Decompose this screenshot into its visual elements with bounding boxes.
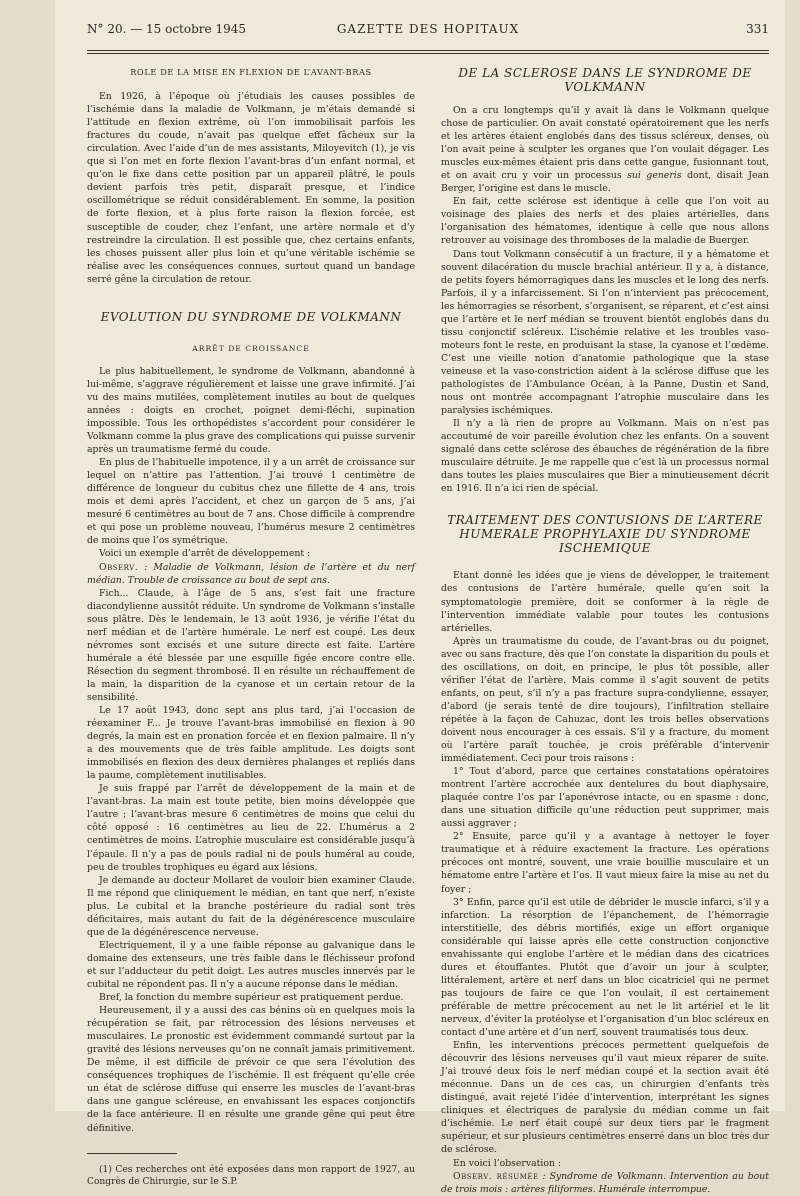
paragraph-text: dont, disait Jean Berger, l’origine est dans le muscle. [441,170,769,195]
left-column [87,66,415,1188]
footnote: (1) Ces recherches ont été exposées dans mon rapport de 1927, au Congrès de Chirurgie, sur le S.P. [87,1164,415,1187]
right-column [441,66,769,1196]
paragraph-text: On a cru longtemps qu’il y avait là dans le Volkmann quelque chose de particulier. On avait constaté opératoirement que les nerfs et les artères étaient englobés dans des tissus scléreux, denses, où l’on avait peine à sculpter les organes que l’on voulait dégager. Les muscles eux-mêmes étaient pris dans cette gangue, fusionnant tout, et on avait cru y voir un processus [441,105,769,182]
observation-title: : Maladie de Volkmann, lésion de l’artère et du nerf médian. Trouble de croissance au bout de sept ans. [87,561,415,586]
observation-label: Observ. [99,561,139,573]
paragraph: En fait, cette sclérose est identique à celle que l’on voit au voisinage des plaies des nerfs et des plaies artérielles, dans l’organisation des hématomes, identique à celle que nous allons retrouver au voisinage des thromboses de la maladie de Buerger. [441,196,769,247]
paragraph: 2° Ensuite, parce qu’il y a avantage à nettoyer le foyer traumatique et à réduire exactement la fracture. Les opérations précoces ont montré, souvent, une vraie bouillie musculaire et un hématome entre l’artère et l’os. Il vaut mieux faire la mise au net du foyer ; [441,831,769,895]
page-header [87,22,769,44]
section-heading: EVOLUTION DU SYNDROME DE VOLKMANN [100,309,402,324]
observation-heading [87,561,415,587]
paragraph: Etant donné les idées que je viens de développer, le traitement des contusions de l’artère humérale, quelle qu’en soit la symptomatologie première, doit se conformer à la règle de l’intervention immédiate valable pour toutes les contusions artérielles. [441,570,769,634]
section-heading: DE LA SCLEROSE DANS LE SYNDROME DE VOLKMANN [458,66,752,94]
paragraph [441,104,769,195]
journal-title: GAZETTE DES HOPITAUX [336,22,520,36]
header-rule-2 [87,53,769,54]
paragraph: Le plus habituellement, le syndrome de Volkmann, abandonné à lui-même, s’aggrave régulièrement et laisse une grave infirmité. J’ai vu des mains mutilées, complètement inutiles au bout de quelques années : doigts en crochet, poignet demi-fléchi, supination impossible. Tous les orthopédistes s’accordent pour considérer le Volkmann comme la plus grave des complications qui puisse survenir après un traumatisme fermé du coude. [87,365,415,456]
section-heading: ROLE DE LA MISE EN FLEXION DE L’AVANT-BRAS [130,67,372,77]
paragraph: En 1926, à l’époque où j’étudiais les causes possibles de l’ischémie dans la maladie de Volkmann, je m’étais demandé si l’attitude en flexion extrême, où l’on immobilisait parfois les fractures du coude, n’avait pas quelque effet fâcheux sur la circulation. Avec l’aide d’un de mes assistants, Miloyevitch (1), je vis que si l’on met en forte flexion l’avant-bras d’un enfant normal, et qu’on le fixe dans cette position par un appareil plâtré, le pouls devient parfois très petit, disparaît presque, et l’indice oscillométrique se réduit considérablement. En somme, la position de forte flexion, et à plus forte raison la flexion forcée, est susceptible de couder, chez l’enfant, une artère normale et d’y restreindre la circulation. Il est possible que, chez certains enfants, les choses puissent aller plus loin et qu’une véritable ischémie se réalise avec les conséquences connues, surtout quand un bandage serré gêne la circulation de retour. [87,91,415,285]
paragraph: Voici un exemple d’arrêt de développement : [99,548,311,560]
footnote-rule [87,1153,177,1154]
section-subheading: ARRÊT DE CROISSANCE [192,343,310,353]
observation-label: Observ. résumée [453,1170,539,1182]
paragraph: Fich... Claude, à l’âge de 5 ans, s’est fait une fracture diacondylienne aussitôt réduite. Un syndrome de Volkmann s’installe sous plâtre. Dès le lendemain, le 13 août 1936, je vérifie l’état du nerf médian et de l’artère humérale. Le nerf est coupé. Les deux névromes sont excisés et une suture directe est faite. L’artère humérale a été blessée par une esquille figée encore contre elle. Résection du segment thrombosé. Il en résulte un réchauffement de la main, la disparition de la cyanose et un certain retour de la sensibilité. [87,587,415,703]
paragraph: Dans tout Volkmann consécutif à un fracture, il y a hématome et souvent dilacération du muscle brachial antérieur. Il y a, à distance, de petits foyers hémorragiques dans les muscles et le long des nerfs. Parfois, il y a infarcissement. Si l’on n’intervient pas précocement, les hémorragies se résorbent, s’organisent, se réparent, et c’est ainsi que l’artère et le nerf médian se trouvent bientôt englobés dans du tissu conjonctif scléreux. L’ischémie relative et les troubles vaso-moteurs font le reste, en produisant la stase, la cyanose et l’œdème. C’est une vieille notion d’anatomie pathologique que la stase veineuse et la vaso-constriction aident à la sclérose diffuse que les pathologistes de l’Ambulance Océan, à la Panne, Dustin et Sand, nous ont montrée accompagnant l’atrophie musculaire dans les paralysies ischémiques. [441,248,769,417]
section-heading: TRAITEMENT DES CONTUSIONS DE L’ARTERE HUMERALE PROPHYLAXIE DU SYNDROME ISCHEMIQUE [447,513,763,556]
paragraph: Après un traumatisme du coude, de l’avant-bras ou du poignet, avec ou sans fracture, dès que l’on constate la disparition du pouls et des oscillations, on doit, en principe, le plus tôt possible, aller vérifier l’état de l’artère. Mais comme il s’agit souvent de petits enfants, on peut, s’il n’y a pas fracture supra-condylienne, essayer, d’abord (je serais tenté de dire toujours), l’infiltration stellaire répétée à la façon de Cahuzac, dont les trois belles observations doivent nous encourager à ces essais. S’il y a fracture, du moment où l’artère paraît touchée, je crois préférable d’intervenir immédiatement. Ceci pour trois raisons : [441,635,770,765]
paragraph: Electriquement, il y a une faible réponse au galvanique dans le domaine des extenseurs, une très faible dans le fléchisseur profond et sur l’adducteur du petit doigt. Les autres muscles innervés par le cubital ne répondent pas. Il n’y a aucune réponse dans le médian. [87,939,415,990]
paragraph-emphasis: sui generis [627,170,682,182]
paragraph: Il n’y a là rien de propre au Volkmann. Mais on n’est pas accoutumé de voir pareille évolution chez les enfants. On a souvent signalé dans cette sclérose des ébauches de régénération de la fibre musculaire détruite. Je me rappelle que c’est là un processus normal dans toutes les plaies musculaires que Bier a minutieusement décrit en 1916. Il n’a ici rien de spécial. [441,418,769,495]
header-rule [87,50,769,51]
paragraph: Bref, la fonction du membre supérieur est pratiquement perdue. [99,992,404,1004]
paragraph: 1° Tout d’abord, parce que certaines constatations opératoires montrent l’artère accrochée aux dentelures du bout diaphysaire, plaquée contre l’os par l’aponévrose intacte, ou en spasme : donc, dans une situation difficile qu’une réduction peut supprimer, mais aussi aggraver ; [441,766,769,830]
observation-title: : Syndrome de Volkmann. Intervention au bout de trois mois : artères filiformes. Humérale interrompue. [441,1170,769,1195]
page-number: 331 [746,22,769,36]
observation-heading [441,1170,769,1196]
paragraph: En plus de l’habituelle impotence, il y a un arrêt de croissance sur lequel on n’attire pas l’attention. J’ai trouvé 1 centimètre de différence de longueur du cubitus chez une fillette de 4 ans, trois mois et demi après l’accident, et chez un garçon de 5 ans, j’ai mesuré 6 centimètres au bout de 7 ans. Chose difficile à comprendre et qui pose un problème nouveau, l’humérus mesure 2 centimètres de moins que l’os symétrique. [87,457,415,547]
paragraph: Enfin, les interventions précoces permettent quelquefois de découvrir des lésions nerveuses qu’il vaut mieux réparer de suite. J’ai trouvé deux fois le nerf médian coupé et la section avait été méconnue. Dans un de ces cas, un chirurgien d’enfants très distingué, avait rejeté l’idée d’intervention, interprétant les signes cliniques et électriques de paralysie du médian comme un fait d’ischémie. Le nerf était coupé sur deux tiers par le fragment supérieur, et sur plusieurs centimètres enserré dans un bloc très dur de sclérose. [441,1040,769,1156]
paragraph: Je demande au docteur Mollaret de vouloir bien examiner Claude. Il me répond que cliniquement le médian, en tant que nerf, n’existe plus. Le cubital et la branche postérieure du radial sont très déficitaires, mais autant du fait de la dégénérescence musculaire que de la dégénérescence nerveuse. [87,874,415,938]
paragraph: En voici l’observation : [453,1157,562,1169]
paragraph: 3° Enfin, parce qu’il est utile de débrider le muscle infarci, s’il y a infarction. La résorption de l’épanchement, de l’hémorragie interstitielle, des débris mortifiés, exige un effort organique considérable qui laisse après elle cette construction conjonctive envahissante qui englobe l’artère et le médian dans des cicatrices dures et étouffantes. Plutôt que d’avoir un jour à sculpter, littéralement, artère et nerf dans un bloc cicatriciel qui ne permet pas toujours de faire ce que l’on voulait, il est certainement préférable de mettre précocement au net le lit artériel et le lit nerveux, d’éviter la protéolyse et l’organisation d’un bloc scléreux en contact d’une artère et d’un nerf, souvent traumatisés tous deux. [441,896,769,1039]
paragraph: Le 17 août 1943, donc sept ans plus tard, j’ai l’occasion de réexaminer F... Je trouve l’avant-bras immobilisé en flexion à 90 degrés, la main est en pronation forcée et en flexion palmaire. Il n’y a des mouvements que de très faible amplitude. Les doigts sont immobilisés en flexion des deux dernières phalanges et repliés dans la paume, complètement inutilisables. [87,705,415,782]
paragraph: Je suis frappé par l’arrêt de développement de la main et de l’avant-bras. La main est toute petite, bien moins développée que l’autre ; l’avant-bras mesure 6 centimètres de moins que celui du côté opposé : 16 centimètres au lieu de 22. L’humérus a 2 centimètres de moins. L’atrophie musculaire est considérable jusqu’à l’épaule. Il n’y a pas de pouls radial ni de pouls huméral au coude, peu de troubles trophiques eu égard aux lésions. [87,783,415,873]
issue-number: N° 20. — 15 octobre 1945 [87,22,246,36]
paragraph: Heureusement, il y a aussi des cas bénins où en quelques mois la récupération se fait, par rétrocession des lésions nerveuses et musculaires. Le pronostic est évidemment commandé surtout par la gravité des lésions nerveuses qu’on ne connaît jamais primitivement. De même, il est difficile de prévoir ce que sera l’évolution des conséquences trophiques de l’ischémie. Il est fréquent qu’elle crée un état de sclérose diffuse qui enserre les muscles de l’avant-bras dans une gangue scléreuse, en envahissant les espaces conjonctifs de la face antérieure. Il en résulte une grande gêne qui peut être définitive. [87,1005,415,1134]
